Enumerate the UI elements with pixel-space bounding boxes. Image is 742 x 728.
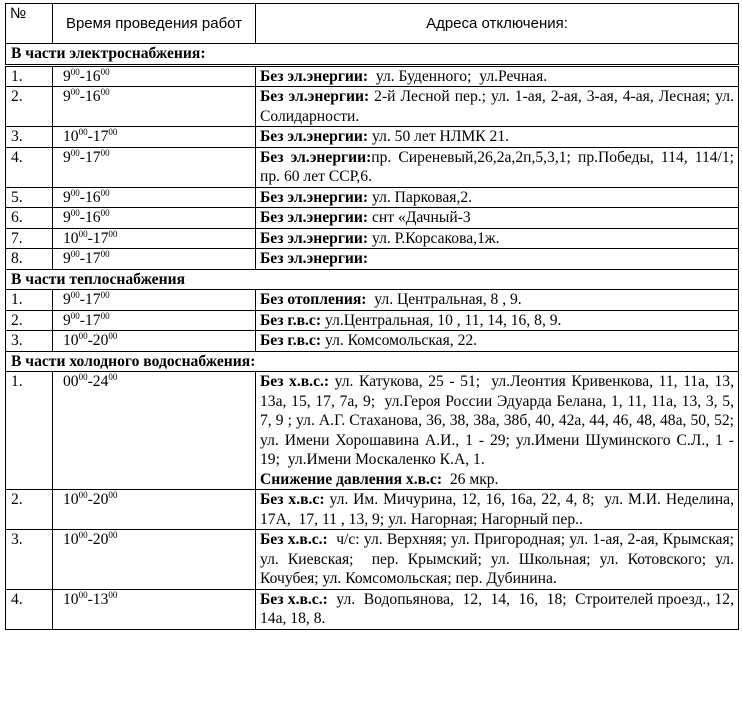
address-list: ул. Буденного; ул.Речная. — [368, 67, 548, 85]
end-hour: -16 — [79, 67, 101, 85]
end-minutes: 00 — [100, 66, 110, 77]
row-number: 2. — [6, 490, 53, 530]
table-row — [6, 372, 739, 490]
work-time — [53, 208, 256, 229]
end-minutes: 00 — [100, 147, 110, 158]
row-number: 7. — [6, 228, 53, 249]
outage-addresses — [256, 589, 739, 629]
address-list: ул. Катукова, 25 - 51; ул.Леонтия Кривенкова, 11, 11а, 13, 13а, 15, 17, 7а, 9; ул.Героя России Эдуарда Белана, 1, 11, 11а, 13, 3, 5, 7, 9 ; ул. А.Г. Стаханова, 36, 38, 38а, 38б, 40, 42а, 44, 46, 48, 48а, 50, 52; ул. Имени Хорошавина А.И., 1 - 29; ул.Имени Шуминского С.Л., 1 - 19; ул.Имени Москаленко К.А, 1. — [260, 373, 742, 468]
row-number: 4. — [6, 147, 53, 187]
address-list: ул. Водопьянова, 12, 14, 16, 18; Строителей проезд., 12, 14а, 18, 8. — [260, 590, 738, 627]
start-hour: 10 — [63, 590, 79, 608]
work-time — [53, 331, 256, 352]
end-minutes: 00 — [100, 208, 110, 218]
row-number: 1. — [6, 290, 53, 311]
address-list: ч/с: ул. Верхняя; ул. Пригородная; ул. 1-ая, 2-ая, Крымская; ул. Киевская; пер. Крымский; ул. Школьная; ул. Котовского; ул. Кочубея; ул. Комсомольская; пер. Дубинина. — [260, 531, 742, 587]
work-time — [53, 290, 256, 311]
end-minutes: 00 — [100, 187, 110, 198]
outage-addresses — [256, 228, 739, 249]
end-minutes: 00 — [100, 310, 110, 321]
row-number: 3. — [6, 530, 53, 590]
end-hour: -17 — [79, 311, 101, 329]
outage-type-label: Без эл.энергии: — [260, 88, 370, 105]
end-minutes: 00 — [108, 530, 118, 540]
outage-type-label: Без эл.энергии: — [260, 128, 369, 145]
address-list: ул. Им. Мичурина, 12, 16, 16а, 22, 4, 8; ул. М.И. Неделина, 17А, 17, 11 , 13, 9; ул. Нагорная; Нагорный пер.. — [260, 491, 738, 528]
row-number: 2. — [6, 87, 53, 127]
start-minutes: 00 — [78, 127, 88, 137]
outage-type-label: Без х.в.с.: — [260, 590, 328, 608]
row-number: 5. — [6, 187, 53, 208]
end-minutes: 00 — [108, 127, 118, 137]
end-hour: -17 — [79, 291, 101, 308]
work-time — [53, 490, 256, 530]
end-hour: -17 — [79, 250, 101, 267]
end-hour: -17 — [79, 148, 101, 166]
start-minutes: 00 — [70, 147, 80, 158]
work-time — [53, 147, 256, 187]
end-hour: -17 — [87, 128, 109, 145]
start-hour: 9 — [63, 88, 71, 105]
start-minutes: 00 — [70, 310, 80, 321]
section-title: В части электроснабжения: — [6, 44, 739, 66]
table-row — [6, 65, 739, 87]
start-minutes: 00 — [70, 187, 80, 198]
start-hour: 9 — [63, 311, 71, 329]
section-header — [6, 269, 739, 290]
start-hour: 9 — [63, 148, 71, 166]
address-list: 2-й Лесной пер.; ул. 1-ая, 2-ая, 3-ая, 4-ая, Лесная; ул. Солидарности. — [260, 88, 738, 125]
section-title: В части теплоснабжения — [6, 269, 739, 290]
start-hour: 9 — [63, 291, 71, 308]
outage-type-label: Без эл.энергии: — [260, 67, 369, 85]
address-list: снт «Дачный-3 — [368, 209, 471, 226]
section-header — [6, 351, 739, 372]
pressure-drop-area: 26 мкр. — [442, 470, 499, 488]
outage-type-label: Без эл.энергии: — [260, 148, 372, 166]
start-minutes: 00 — [78, 331, 88, 341]
end-hour: -16 — [79, 209, 101, 226]
start-minutes: 00 — [70, 249, 80, 259]
outage-addresses — [256, 310, 739, 331]
header-row — [6, 4, 739, 44]
table-row — [6, 331, 739, 352]
start-hour: 00 — [63, 373, 79, 390]
row-number: 1. — [6, 65, 53, 87]
work-time — [53, 310, 256, 331]
outage-type-label: Без х.в.с.: — [260, 531, 328, 548]
outage-addresses — [256, 187, 739, 208]
table-row — [6, 127, 739, 148]
work-time — [53, 530, 256, 590]
table-row — [6, 87, 739, 127]
outage-addresses — [256, 127, 739, 148]
start-hour: 9 — [63, 209, 71, 226]
start-hour: 10 — [63, 229, 79, 247]
outage-type-label: Без х.в.с.: — [260, 373, 330, 390]
table-row — [6, 147, 739, 187]
work-time — [53, 589, 256, 629]
outage-type-label: Без эл.энергии: — [260, 250, 369, 267]
outage-addresses — [256, 249, 739, 270]
outage-addresses — [256, 65, 739, 87]
end-minutes: 00 — [100, 87, 110, 97]
outage-addresses — [256, 147, 739, 187]
start-hour: 10 — [63, 332, 79, 349]
section-title: В части холодного водоснабжения: — [6, 351, 739, 372]
outage-type-label: Без отопления: — [260, 291, 367, 308]
end-hour: -20 — [87, 531, 109, 548]
end-minutes: 00 — [108, 372, 118, 382]
table-row — [6, 249, 739, 270]
outage-addresses — [256, 530, 742, 590]
end-minutes: 00 — [108, 331, 118, 341]
start-minutes: 00 — [78, 228, 88, 239]
start-minutes: 00 — [70, 290, 80, 300]
outage-type-label: Без х.в.с: — [260, 491, 325, 508]
start-minutes: 00 — [70, 87, 80, 97]
end-minutes: 00 — [100, 290, 110, 300]
col-time-header: Время проведения работ — [53, 4, 256, 44]
col-num-header: № — [6, 4, 53, 44]
outage-addresses — [256, 372, 742, 490]
end-minutes: 00 — [100, 249, 110, 259]
end-minutes: 00 — [108, 589, 118, 600]
address-list: ул. Р.Корсакова,1ж. — [368, 229, 500, 247]
work-time — [53, 87, 256, 127]
start-minutes: 00 — [78, 589, 88, 600]
table-row — [6, 530, 739, 590]
pressure-drop-label: Снижение давления х.в.с: — [260, 470, 443, 488]
outage-addresses — [256, 208, 739, 229]
end-hour: -16 — [79, 188, 101, 206]
start-minutes: 00 — [70, 208, 80, 218]
outage-addresses — [256, 490, 739, 530]
address-list: ул. Парковая,2. — [368, 188, 473, 206]
table-row — [6, 208, 739, 229]
outage-type-label: Без эл.энергии: — [260, 209, 369, 226]
work-time — [53, 187, 256, 208]
row-number: 3. — [6, 127, 53, 148]
table-row — [6, 310, 739, 331]
outage-type-label: Без эл.энергии: — [260, 188, 369, 206]
start-hour: 10 — [63, 531, 79, 548]
start-hour: 9 — [63, 250, 71, 267]
table-row — [6, 228, 739, 249]
start-hour: 10 — [63, 128, 79, 145]
row-number: 6. — [6, 208, 53, 229]
start-minutes: 00 — [78, 530, 88, 540]
table-row — [6, 490, 739, 530]
end-hour: -20 — [87, 491, 109, 508]
end-minutes: 00 — [108, 490, 118, 500]
row-number: 1. — [6, 372, 53, 490]
table-row — [6, 589, 739, 629]
end-hour: -16 — [79, 88, 101, 105]
outage-addresses — [256, 87, 739, 127]
outage-table — [5, 3, 742, 630]
outage-type-label: Без эл.энергии: — [260, 229, 369, 247]
end-minutes: 00 — [108, 228, 118, 239]
start-hour: 10 — [63, 491, 79, 508]
start-minutes: 00 — [70, 66, 80, 77]
table-row — [6, 290, 739, 311]
outage-type-label: Без г.в.с: — [260, 332, 322, 349]
start-hour: 9 — [63, 67, 71, 85]
end-hour: -13 — [87, 590, 109, 608]
start-minutes: 00 — [78, 490, 88, 500]
row-number: 3. — [6, 331, 53, 352]
work-time — [53, 249, 256, 270]
start-minutes: 00 — [78, 372, 88, 382]
address-list: ул.Центральная, 10 , 11, 14, 16, 8, 9. — [321, 311, 562, 329]
address-list: ул. 50 лет НЛМК 21. — [368, 128, 510, 145]
col-addr-header: Адреса отключения: — [256, 4, 739, 44]
outage-addresses — [256, 331, 739, 352]
outage-addresses — [256, 290, 739, 311]
work-time — [53, 65, 256, 87]
address-list: ул. Комсомольская, 22. — [321, 332, 478, 349]
work-time — [53, 372, 256, 490]
table-row — [6, 187, 739, 208]
row-number: 8. — [6, 249, 53, 270]
address-list: ул. Центральная, 8 , 9. — [366, 291, 522, 308]
row-number: 4. — [6, 589, 53, 629]
section-header — [6, 44, 739, 66]
work-time — [53, 127, 256, 148]
row-number: 2. — [6, 310, 53, 331]
address-list: пр. Сиреневый,26,2а,2п,5,3,1; пр.Победы, 114, 114/1; пр. 60 лет ССР,6. — [260, 148, 738, 185]
work-time — [53, 228, 256, 249]
end-hour: -24 — [87, 373, 109, 390]
end-hour: -17 — [87, 229, 109, 247]
end-hour: -20 — [87, 332, 109, 349]
outage-type-label: Без г.в.с: — [260, 311, 322, 329]
start-hour: 9 — [63, 188, 71, 206]
